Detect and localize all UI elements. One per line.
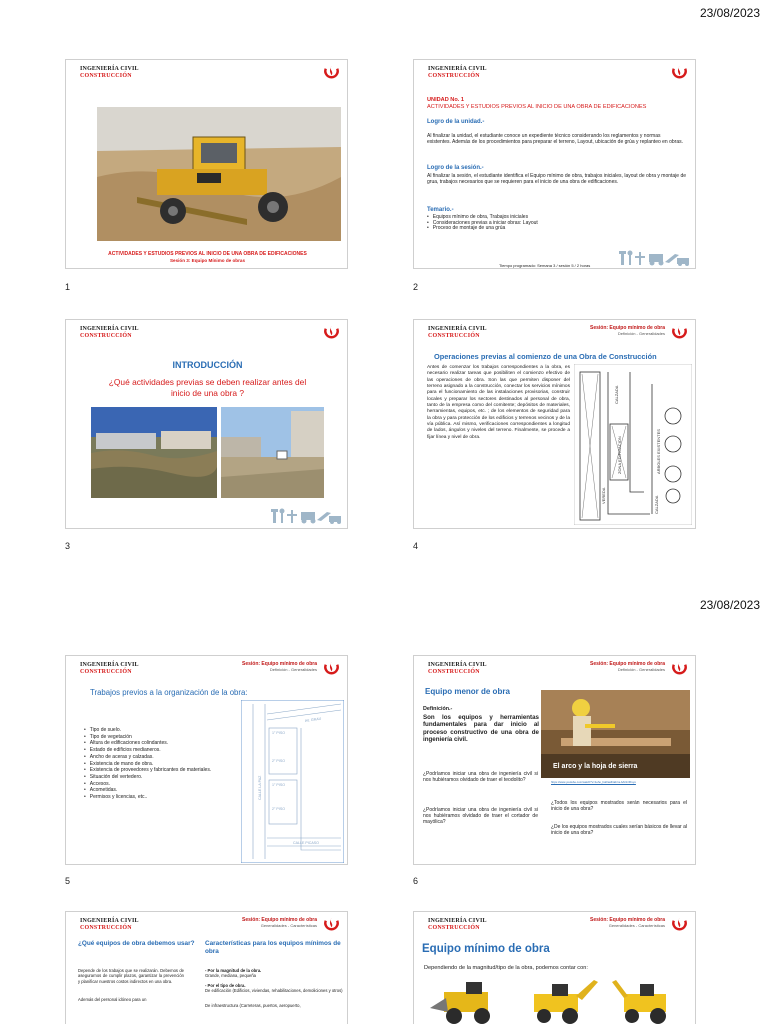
list-item: • Existencia de proveedores y fabricantes de materiales. xyxy=(84,767,234,774)
slide-2 xyxy=(413,59,696,269)
upc-logo-icon xyxy=(322,63,341,82)
slide-title: INTRODUCCIÓN xyxy=(172,360,243,370)
upc-logo-icon xyxy=(322,659,341,678)
characteristic-text: Grande, mediana, pequeña xyxy=(205,973,256,978)
logro-sesion-heading: Logro de la sesión.- xyxy=(427,165,484,171)
slide-6 xyxy=(413,655,696,865)
slide-title: Equipo menor de obra xyxy=(425,687,510,696)
slide-1 xyxy=(65,59,348,269)
page-number: 6 xyxy=(413,876,419,886)
upc-logo-icon xyxy=(670,63,689,82)
plan-label: 2° PISO xyxy=(272,759,286,763)
right-title: Características para los equipos mínimos de obra xyxy=(205,940,341,955)
question-2: ¿Podríamos iniciar una obra de ingeniería civil si nos hubiéramos olvidado de traer el cortador de mayólica? xyxy=(423,807,538,825)
list-item: • Tipo de suelo. xyxy=(84,727,234,734)
slide-header: INGENIERÍA CIVIL CONSTRUCCIÓN xyxy=(80,326,139,339)
question-3: ¿Todos los equipos mostrados serán necesarios para el inicio de una obra? xyxy=(551,800,687,812)
list-item: • Consideraciones previas a iniciar obras: Layout xyxy=(427,221,538,227)
characteristic-text: De edificación (Edificios, viviendas, rehabilitaciones, demoliciones y otros) xyxy=(205,988,343,993)
plan-label: ARBOLES EXISTENTES xyxy=(656,429,661,474)
backhoe-image xyxy=(612,980,666,1024)
page-number: 2 xyxy=(413,282,419,292)
characteristic-text: De infraestructura (Carreteras, puertos, aeropuerto, xyxy=(205,1003,301,1008)
empty-lot-photo-1 xyxy=(91,407,217,498)
question-4: ¿De los equipos mostrados cuales serían básicos de llevar al inicio de una obra? xyxy=(551,824,687,836)
page-number: 3 xyxy=(65,541,71,551)
page-number: 5 xyxy=(65,876,71,886)
left-title: ¿Qué equipos de obra debemos usar? xyxy=(78,940,195,947)
site-plan-drawing xyxy=(574,364,692,525)
page-date: 23/08/2023 xyxy=(699,6,760,20)
list-item: • Existencia de mano de obra. xyxy=(84,761,234,768)
video-link[interactable]: https://www.youtube.com/watch?v=1eho_bahlaslhtab=a-bAOn3Kvyo xyxy=(551,780,636,784)
definition-text: Son los equipos y herramientas fundamentales para dar inicio al proceso constructivo de una obra de ingeniería civil. xyxy=(423,714,539,743)
plan-label: ZONA EDIFICACION xyxy=(617,436,622,474)
slide-header: INGENIERÍA CIVIL CONSTRUCCIÓN xyxy=(428,326,487,339)
plan-label: AV. GRAU xyxy=(304,716,322,723)
plan-label: 1° PISO xyxy=(272,783,286,787)
list-item: • Acometidas. xyxy=(84,787,234,794)
plan-label: CALLE PICASO xyxy=(293,841,319,845)
slide-header: INGENIERÍA CIVIL CONSTRUCCIÓN xyxy=(428,918,487,931)
plan-label: 2° PISO xyxy=(272,807,286,811)
list-item: • Ancho de aceras y calzadas. xyxy=(84,754,234,761)
session-label: Sesión: Equipo mínimo de obra Generalidades - Características xyxy=(589,917,665,928)
upc-logo-icon xyxy=(670,915,689,934)
list-item: • Accesos. xyxy=(84,781,234,788)
list-item: • Estado de edificios medianeros. xyxy=(84,747,234,754)
slide-title: Operaciones previas al comienzo de una Obra de Construcción xyxy=(434,352,657,361)
plan-label: 1° PISO xyxy=(272,731,286,735)
slide-header: INGENIERÍA CIVIL CONSTRUCCIÓN xyxy=(428,662,487,675)
upc-logo-icon xyxy=(322,915,341,934)
upc-logo-icon xyxy=(322,323,341,342)
logro-unidad-heading: Logro de la unidad.- xyxy=(427,119,485,125)
slide-4 xyxy=(413,319,696,529)
backhoe-loader-image xyxy=(534,980,598,1024)
characteristic-heading: - Por el tipo de obra. xyxy=(205,983,246,988)
list-item: • Proceso de montaje de una grúa xyxy=(427,226,538,232)
slide-header: INGENIERÍA CIVIL CONSTRUCCIÓN xyxy=(80,662,139,675)
list-item: • Permisos y licencias, etc.. xyxy=(84,794,234,801)
slide-title: ACTIVIDADES Y ESTUDIOS PREVIOS AL INICIO DE UNA OBRA DE EDIFICACIONES xyxy=(108,251,307,257)
page-number: 4 xyxy=(413,541,419,551)
slide-title: Equipo mínimo de obra xyxy=(422,943,550,955)
heavy-equipment-photos xyxy=(426,978,686,1024)
characteristic-heading: - Por la magnitud de la obra. xyxy=(205,968,262,973)
motor-grader-photo xyxy=(97,107,341,241)
slide-header: INGENIERÍA CIVIL CONSTRUCCIÓN xyxy=(80,66,139,79)
temario-heading: Temario.- xyxy=(427,207,454,213)
wheel-loader-image xyxy=(430,982,490,1024)
definition-heading: Definición.- xyxy=(423,706,453,712)
session-label: Sesión: Equipo mínimo de obra Generalidades - Características xyxy=(241,917,317,928)
slide-3 xyxy=(65,319,348,529)
question-1: ¿Podríamos iniciar una obra de ingeniería civil si nos hubiéramos olvidado de traer el teodolito? xyxy=(423,771,538,783)
upc-logo-icon xyxy=(670,323,689,342)
plan-label: VEREDA xyxy=(601,487,606,504)
floor-plan-drawing xyxy=(241,700,344,863)
slide-title: Trabajos previos a la organización de la obra: xyxy=(90,688,248,697)
list-item: • Situación del vertedero. xyxy=(84,774,234,781)
slide-7 xyxy=(65,911,348,1024)
slide-header: INGENIERÍA CIVIL CONSTRUCCIÓN xyxy=(80,918,139,931)
session-label: Sesión: Equipo mínimo de obra Definición - Generalidades xyxy=(589,325,665,336)
slide-body: Antes de comenzar los trabajos correspondientes a la obra, es necesario realizar tareas que posibiliten el comienzo efectivo de las operaciones de obra. Son las que permiten disponer del terreno asignado a la construcción, conectar los servicios mínimos para el funcionamiento de las instalaciones provisorias, construir locales y preparar los sectores destinados al personal de obra, tanto de la empresa como del comitente; depósitos de materiales, herramientas, equipos, etc. ; de los elementos de seguridad para la obra y para protección de los edificios y terrenos vecinos y de la vía pública. Así mismo, verificaciones correspondientes a longitud de lados, ángulos y niveles del terreno. Finalmente, se procede a fijar línea y nivel de obra. xyxy=(427,365,570,440)
session-label: Sesión: Equipo mínimo de obra Definición - Generalidades xyxy=(241,661,317,672)
construction-tools-icon xyxy=(619,250,691,266)
slide-header: INGENIERÍA CIVIL CONSTRUCCIÓN xyxy=(428,66,487,79)
left-paragraph-1: Depende de los trabajos que se realizarán. Debemos de asegurarnos de cumplir plazos, garantizar la prevención y planificar nuestros costos indirectos en una obra. xyxy=(78,968,184,984)
construction-tools-icon xyxy=(271,508,343,524)
logro-unidad-text: Al finalizar la unidad, el estudiante conoce un expediente técnico considerando los reglamentos y normas existentes. Además de los procedimientos para preparar el terreno, Layout, ubicación de grúa y replanteo en obras. xyxy=(427,133,683,145)
page-number: 1 xyxy=(65,282,71,292)
slide-8 xyxy=(413,911,696,1024)
video-thumbnail[interactable] xyxy=(541,690,690,778)
intro-text: Dependiendo de la magnitud/tipo de la obra, podemos contar con: xyxy=(424,965,588,971)
slide-subtitle: Sesión 3: Equipo Mínimo de obras xyxy=(169,258,246,263)
list-item: • Tipo de vegetación xyxy=(84,734,234,741)
plan-label: CALLE LA PAZ xyxy=(258,775,262,800)
temario-list xyxy=(427,215,538,232)
logro-sesion-text: Al finalizar la sesión, el estudiante identifica el Equipo mínimo de obra, trabajos iniciales, layout de obra y montaje de grua, trabajos necesarios que se requieren para el inicio de una obra de edificaciones. xyxy=(427,173,687,185)
plan-label: CALZADA xyxy=(614,385,619,404)
unit-title: ACTIVIDADES Y ESTUDIOS PREVIOS AL INICIO DE UNA OBRA DE EDIFICACIONES xyxy=(427,104,647,110)
slide-footer: Tiempo programado: Semana 3 / sesión 5 / 2 horas xyxy=(499,263,591,268)
requirements-list xyxy=(84,727,234,801)
left-paragraph-2: Además del personal idóneo para un xyxy=(78,997,147,1002)
unit-label: UNIDAD No. 1 xyxy=(427,97,464,103)
video-caption: El arco y la hoja de sierra xyxy=(553,763,638,770)
intro-question: ¿Qué actividades previas se deben realizar antes del inicio de una obra ? xyxy=(108,377,307,398)
upc-logo-icon xyxy=(670,659,689,678)
list-item: • Altura de edificaciones colindantes. xyxy=(84,740,234,747)
slide-5 xyxy=(65,655,348,865)
page-date: 23/08/2023 xyxy=(699,598,760,612)
plan-label: CALZADA xyxy=(654,495,659,514)
empty-lot-photo-2 xyxy=(221,407,324,498)
list-item: • Equipos mínimo de obra, Trabajos iniciales xyxy=(427,215,538,221)
session-label: Sesión: Equipo mínimo de obra Definición - Generalidades xyxy=(589,661,665,672)
